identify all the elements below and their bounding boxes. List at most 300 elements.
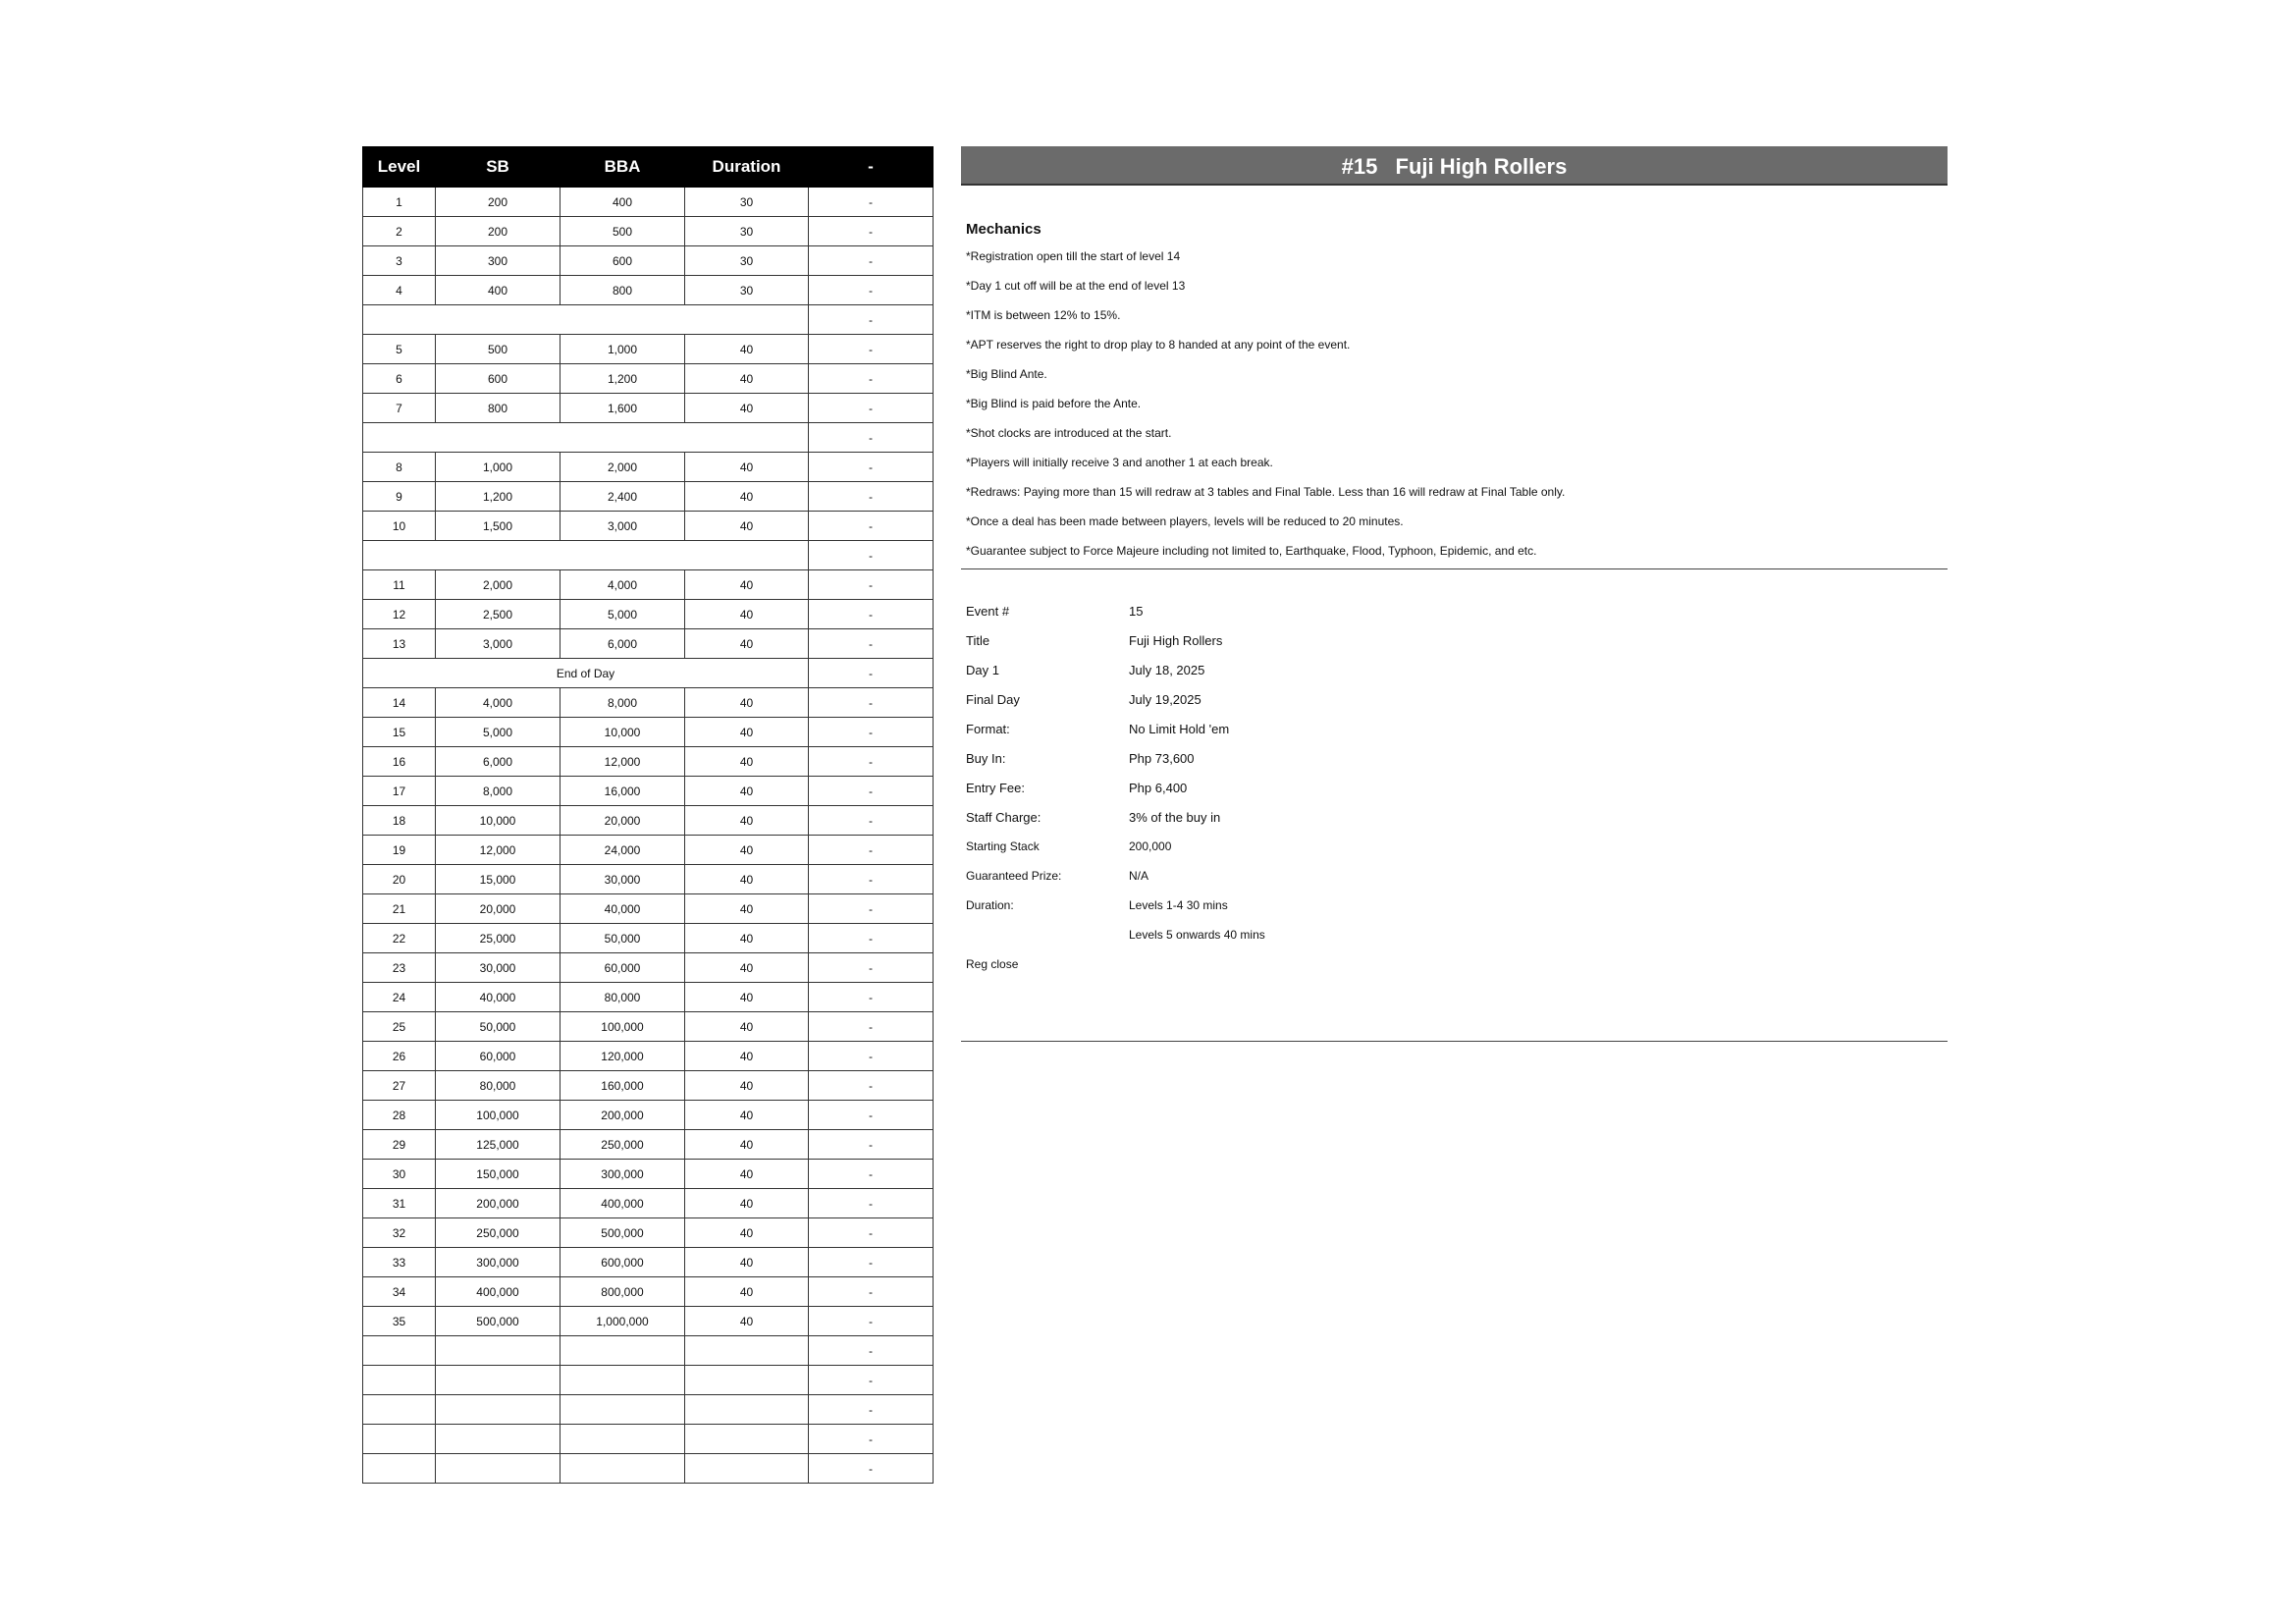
level-cell: 25 <box>363 1012 436 1042</box>
bba-cell: 300,000 <box>561 1160 685 1189</box>
info-value: 15 <box>1129 604 1144 619</box>
info-value: 200,000 <box>1129 839 1172 853</box>
event-panel <box>961 146 1948 971</box>
level-cell: 19 <box>363 836 436 865</box>
break-row <box>363 305 934 335</box>
mechanics-item: *Registration open till the start of level 14 <box>966 249 1181 263</box>
table-row <box>363 806 934 836</box>
extra-cell: - <box>809 629 934 659</box>
level-cell: 2 <box>363 217 436 246</box>
end-of-day-row <box>363 659 934 688</box>
bba-cell: 100,000 <box>561 1012 685 1042</box>
mechanics-item: *ITM is between 12% to 15%. <box>966 308 1121 322</box>
table-row <box>363 894 934 924</box>
duration-cell: 40 <box>685 1277 809 1307</box>
sb-cell: 3,000 <box>436 629 561 659</box>
table-row <box>363 217 934 246</box>
duration-cell: 40 <box>685 865 809 894</box>
bba-cell: 1,600 <box>561 394 685 423</box>
header-bba: BBA <box>561 147 685 188</box>
duration-cell: 40 <box>685 629 809 659</box>
extra-cell: - <box>809 924 934 953</box>
duration-cell: 40 <box>685 688 809 718</box>
info-row <box>966 839 1265 869</box>
level-cell <box>363 1366 436 1395</box>
info-row <box>966 957 1265 987</box>
bba-cell <box>561 1454 685 1484</box>
extra-cell: - <box>809 806 934 836</box>
mechanics-item: *Guarantee subject to Force Majeure including not limited to, Earthquake, Flood, Typhoon, Epidemic, and etc. <box>966 544 1537 558</box>
event-number: #15 <box>1341 154 1378 179</box>
bba-cell: 30,000 <box>561 865 685 894</box>
sb-cell: 500 <box>436 335 561 364</box>
bba-cell: 24,000 <box>561 836 685 865</box>
info-row <box>966 898 1265 928</box>
sb-cell: 8,000 <box>436 777 561 806</box>
extra-cell: - <box>809 217 934 246</box>
table-row <box>363 1071 934 1101</box>
level-cell: 18 <box>363 806 436 836</box>
extra-cell: - <box>809 1130 934 1160</box>
extra-cell: - <box>809 512 934 541</box>
info-row <box>966 928 1265 957</box>
mechanics-item: *Redraws: Paying more than 15 will redraw at 3 tables and Final Table. Less than 16 will redraw at Final Table only. <box>966 485 1566 499</box>
info-value: Fuji High Rollers <box>1129 633 1223 648</box>
bba-cell <box>561 1425 685 1454</box>
duration-cell <box>685 1454 809 1484</box>
sb-cell <box>436 1366 561 1395</box>
sb-cell: 300 <box>436 246 561 276</box>
level-cell: 7 <box>363 394 436 423</box>
level-cell: 9 <box>363 482 436 512</box>
sb-cell: 500,000 <box>436 1307 561 1336</box>
extra-cell: - <box>809 364 934 394</box>
divider <box>961 568 1948 569</box>
table-row <box>363 512 934 541</box>
duration-cell: 40 <box>685 1160 809 1189</box>
extra-cell: - <box>809 1454 934 1484</box>
sb-cell: 150,000 <box>436 1160 561 1189</box>
level-cell: 26 <box>363 1042 436 1071</box>
divider <box>961 1041 1948 1042</box>
info-value: Levels 1-4 30 mins <box>1129 898 1228 912</box>
duration-cell: 40 <box>685 600 809 629</box>
level-cell: 23 <box>363 953 436 983</box>
extra-cell: - <box>809 1042 934 1071</box>
extra-cell: - <box>809 1071 934 1101</box>
mechanics-item: *APT reserves the right to drop play to 8 handed at any point of the event. <box>966 338 1351 352</box>
duration-cell: 40 <box>685 1012 809 1042</box>
table-row <box>363 600 934 629</box>
extra-cell: - <box>809 335 934 364</box>
info-value: July 19,2025 <box>1129 692 1201 707</box>
extra-cell: - <box>809 1218 934 1248</box>
extra-cell: - <box>809 983 934 1012</box>
extra-cell: - <box>809 1277 934 1307</box>
extra-cell: - <box>809 482 934 512</box>
duration-cell <box>685 1366 809 1395</box>
mechanics-item: *Shot clocks are introduced at the start. <box>966 426 1172 440</box>
level-cell: 17 <box>363 777 436 806</box>
level-cell: 31 <box>363 1189 436 1218</box>
extra-cell: - <box>809 394 934 423</box>
extra-cell: - <box>809 1395 934 1425</box>
level-cell: 5 <box>363 335 436 364</box>
bba-cell <box>561 1336 685 1366</box>
level-cell: 10 <box>363 512 436 541</box>
bba-cell: 4,000 <box>561 570 685 600</box>
bba-cell: 12,000 <box>561 747 685 777</box>
table-row <box>363 570 934 600</box>
sb-cell: 1,500 <box>436 512 561 541</box>
extra-cell: - <box>809 305 934 335</box>
sb-cell: 800 <box>436 394 561 423</box>
extra-cell: - <box>809 453 934 482</box>
table-row <box>363 688 934 718</box>
extra-cell: - <box>809 865 934 894</box>
bba-cell: 160,000 <box>561 1071 685 1101</box>
duration-cell: 30 <box>685 188 809 217</box>
level-cell: 30 <box>363 1160 436 1189</box>
table-row <box>363 1189 934 1218</box>
sb-cell: 400,000 <box>436 1277 561 1307</box>
info-value: July 18, 2025 <box>1129 663 1205 677</box>
bba-cell: 250,000 <box>561 1130 685 1160</box>
info-value: Php 6,400 <box>1129 781 1188 795</box>
extra-cell: - <box>809 276 934 305</box>
extra-cell: - <box>809 1012 934 1042</box>
duration-cell: 40 <box>685 806 809 836</box>
bba-cell: 500 <box>561 217 685 246</box>
duration-cell: 40 <box>685 1042 809 1071</box>
sb-cell: 10,000 <box>436 806 561 836</box>
sb-cell: 6,000 <box>436 747 561 777</box>
sb-cell: 200 <box>436 188 561 217</box>
sb-cell: 200 <box>436 217 561 246</box>
duration-cell: 40 <box>685 1189 809 1218</box>
sb-cell: 30,000 <box>436 953 561 983</box>
level-cell: 33 <box>363 1248 436 1277</box>
extra-cell: - <box>809 1248 934 1277</box>
bba-cell: 200,000 <box>561 1101 685 1130</box>
sb-cell: 50,000 <box>436 1012 561 1042</box>
level-cell: 8 <box>363 453 436 482</box>
level-cell: 4 <box>363 276 436 305</box>
info-label: Final Day <box>966 692 1020 707</box>
bba-cell: 8,000 <box>561 688 685 718</box>
level-cell: 11 <box>363 570 436 600</box>
table-body <box>363 188 934 1484</box>
info-label: Event # <box>966 604 1010 619</box>
sb-cell: 1,200 <box>436 482 561 512</box>
table-row <box>363 777 934 806</box>
duration-cell: 40 <box>685 1130 809 1160</box>
extra-cell: - <box>809 600 934 629</box>
duration-cell: 40 <box>685 394 809 423</box>
table-row <box>363 1425 934 1454</box>
duration-cell <box>685 1425 809 1454</box>
table-row <box>363 629 934 659</box>
sb-cell: 200,000 <box>436 1189 561 1218</box>
info-row <box>966 751 1265 781</box>
table-row <box>363 1218 934 1248</box>
level-cell: 14 <box>363 688 436 718</box>
sb-cell: 12,000 <box>436 836 561 865</box>
extra-cell: - <box>809 423 934 453</box>
sb-cell: 100,000 <box>436 1101 561 1130</box>
duration-cell: 40 <box>685 1248 809 1277</box>
bba-cell: 120,000 <box>561 1042 685 1071</box>
duration-cell: 40 <box>685 983 809 1012</box>
duration-cell: 40 <box>685 718 809 747</box>
info-row <box>966 869 1265 898</box>
header-extra: - <box>809 147 934 188</box>
level-cell: 24 <box>363 983 436 1012</box>
sb-cell: 80,000 <box>436 1071 561 1101</box>
sb-cell: 2,000 <box>436 570 561 600</box>
info-label: Format: <box>966 722 1010 736</box>
info-row <box>966 722 1265 751</box>
info-label: Guaranteed Prize: <box>966 869 1062 883</box>
extra-cell: - <box>809 1336 934 1366</box>
level-cell: 21 <box>363 894 436 924</box>
extra-cell: - <box>809 777 934 806</box>
duration-cell: 40 <box>685 335 809 364</box>
extra-cell: - <box>809 1425 934 1454</box>
sb-cell: 300,000 <box>436 1248 561 1277</box>
info-label: Reg close <box>966 957 1019 971</box>
level-cell: 34 <box>363 1277 436 1307</box>
info-label: Duration: <box>966 898 1014 912</box>
blind-structure-table <box>362 146 934 1484</box>
level-cell: 6 <box>363 364 436 394</box>
event-info <box>966 604 1265 987</box>
bba-cell: 6,000 <box>561 629 685 659</box>
table-row <box>363 953 934 983</box>
table-row <box>363 1248 934 1277</box>
extra-cell: - <box>809 836 934 865</box>
info-value: No Limit Hold 'em <box>1129 722 1230 736</box>
sb-cell: 40,000 <box>436 983 561 1012</box>
extra-cell: - <box>809 1101 934 1130</box>
mechanics-heading: Mechanics <box>966 221 1041 238</box>
event-name: Fuji High Rollers <box>1395 154 1568 179</box>
mechanics-item: *Once a deal has been made between players, levels will be reduced to 20 minutes. <box>966 514 1404 528</box>
table-row <box>363 836 934 865</box>
bba-cell: 40,000 <box>561 894 685 924</box>
info-value: 3% of the buy in <box>1129 810 1221 825</box>
sb-cell: 125,000 <box>436 1130 561 1160</box>
mechanics-item: *Big Blind is paid before the Ante. <box>966 397 1142 410</box>
table-row <box>363 482 934 512</box>
bba-cell: 80,000 <box>561 983 685 1012</box>
extra-cell: - <box>809 688 934 718</box>
extra-cell: - <box>809 659 934 688</box>
table-row <box>363 276 934 305</box>
sb-cell <box>436 1454 561 1484</box>
duration-cell: 30 <box>685 246 809 276</box>
table-row <box>363 453 934 482</box>
bba-cell: 1,000,000 <box>561 1307 685 1336</box>
header-duration: Duration <box>685 147 809 188</box>
duration-cell: 40 <box>685 570 809 600</box>
break-cell <box>363 423 809 453</box>
sb-cell <box>436 1425 561 1454</box>
duration-cell <box>685 1336 809 1366</box>
info-row <box>966 810 1265 839</box>
sb-cell: 20,000 <box>436 894 561 924</box>
break-row <box>363 541 934 570</box>
bba-cell: 2,400 <box>561 482 685 512</box>
bba-cell: 600 <box>561 246 685 276</box>
duration-cell: 40 <box>685 453 809 482</box>
level-cell <box>363 1454 436 1484</box>
level-cell: 1 <box>363 188 436 217</box>
extra-cell: - <box>809 1307 934 1336</box>
extra-cell: - <box>809 1189 934 1218</box>
sb-cell: 60,000 <box>436 1042 561 1071</box>
level-cell: 20 <box>363 865 436 894</box>
break-cell <box>363 305 809 335</box>
table-row <box>363 1012 934 1042</box>
level-cell: 32 <box>363 1218 436 1248</box>
duration-cell <box>685 1395 809 1425</box>
bba-cell: 600,000 <box>561 1248 685 1277</box>
duration-cell: 40 <box>685 1307 809 1336</box>
duration-cell: 40 <box>685 953 809 983</box>
table-row <box>363 188 934 217</box>
level-cell: 28 <box>363 1101 436 1130</box>
level-cell <box>363 1395 436 1425</box>
info-label: Entry Fee: <box>966 781 1025 795</box>
level-cell: 16 <box>363 747 436 777</box>
table-row <box>363 1101 934 1130</box>
extra-cell: - <box>809 246 934 276</box>
table-row <box>363 394 934 423</box>
bba-cell: 10,000 <box>561 718 685 747</box>
table-row <box>363 1130 934 1160</box>
sb-cell: 4,000 <box>436 688 561 718</box>
extra-cell: - <box>809 718 934 747</box>
info-label <box>966 928 1129 957</box>
duration-cell: 30 <box>685 217 809 246</box>
mechanics-item: *Big Blind Ante. <box>966 367 1047 381</box>
extra-cell: - <box>809 747 934 777</box>
bba-cell <box>561 1395 685 1425</box>
bba-cell: 800,000 <box>561 1277 685 1307</box>
sb-cell <box>436 1336 561 1366</box>
event-title-bar <box>961 146 1948 186</box>
duration-cell: 40 <box>685 1071 809 1101</box>
extra-cell: - <box>809 1366 934 1395</box>
info-row <box>966 663 1265 692</box>
mechanics-item: *Day 1 cut off will be at the end of level 13 <box>966 279 1186 293</box>
info-value: Levels 5 onwards 40 mins <box>1129 928 1265 942</box>
bba-cell: 20,000 <box>561 806 685 836</box>
info-row <box>966 781 1265 810</box>
mechanics-item: *Players will initially receive 3 and another 1 at each break. <box>966 456 1273 469</box>
info-label: Day 1 <box>966 663 999 677</box>
level-cell: 29 <box>363 1130 436 1160</box>
bba-cell <box>561 1366 685 1395</box>
info-label: Starting Stack <box>966 839 1040 853</box>
duration-cell: 40 <box>685 1101 809 1130</box>
extra-cell: - <box>809 894 934 924</box>
extra-cell: - <box>809 188 934 217</box>
level-cell: 12 <box>363 600 436 629</box>
sb-cell: 2,500 <box>436 600 561 629</box>
info-row <box>966 692 1265 722</box>
duration-cell: 40 <box>685 1218 809 1248</box>
sb-cell: 15,000 <box>436 865 561 894</box>
table-row <box>363 1454 934 1484</box>
break-row <box>363 423 934 453</box>
duration-cell: 40 <box>685 777 809 806</box>
sb-cell <box>436 1395 561 1425</box>
bba-cell: 3,000 <box>561 512 685 541</box>
bba-cell: 5,000 <box>561 600 685 629</box>
bba-cell: 800 <box>561 276 685 305</box>
level-cell <box>363 1336 436 1366</box>
duration-cell: 40 <box>685 747 809 777</box>
level-cell: 22 <box>363 924 436 953</box>
extra-cell: - <box>809 1160 934 1189</box>
level-cell: 3 <box>363 246 436 276</box>
duration-cell: 40 <box>685 924 809 953</box>
extra-cell: - <box>809 541 934 570</box>
sb-cell: 400 <box>436 276 561 305</box>
duration-cell: 40 <box>685 894 809 924</box>
info-value: N/A <box>1129 869 1149 883</box>
table-row <box>363 1395 934 1425</box>
table-row <box>363 1277 934 1307</box>
bba-cell: 400 <box>561 188 685 217</box>
table-row <box>363 1042 934 1071</box>
mechanics-list <box>966 248 1565 572</box>
duration-cell: 40 <box>685 836 809 865</box>
bba-cell: 1,000 <box>561 335 685 364</box>
sb-cell: 1,000 <box>436 453 561 482</box>
table-row <box>363 1336 934 1366</box>
table-row <box>363 1160 934 1189</box>
table-header-row <box>363 147 934 188</box>
table-row <box>363 335 934 364</box>
end-of-day-label: End of Day <box>363 659 809 688</box>
table-row <box>363 246 934 276</box>
duration-cell: 40 <box>685 482 809 512</box>
bba-cell: 16,000 <box>561 777 685 806</box>
info-label: Staff Charge: <box>966 810 1041 825</box>
table-row <box>363 865 934 894</box>
level-cell: 27 <box>363 1071 436 1101</box>
info-row <box>966 604 1265 633</box>
table-row <box>363 983 934 1012</box>
level-cell: 15 <box>363 718 436 747</box>
table-row <box>363 747 934 777</box>
sb-cell: 25,000 <box>436 924 561 953</box>
bba-cell: 1,200 <box>561 364 685 394</box>
info-value: Php 73,600 <box>1129 751 1195 766</box>
info-label: Buy In: <box>966 751 1006 766</box>
bba-cell: 500,000 <box>561 1218 685 1248</box>
header-sb: SB <box>436 147 561 188</box>
level-cell: 13 <box>363 629 436 659</box>
table-row <box>363 1307 934 1336</box>
table-row <box>363 1366 934 1395</box>
extra-cell: - <box>809 953 934 983</box>
bba-cell: 50,000 <box>561 924 685 953</box>
extra-cell: - <box>809 570 934 600</box>
